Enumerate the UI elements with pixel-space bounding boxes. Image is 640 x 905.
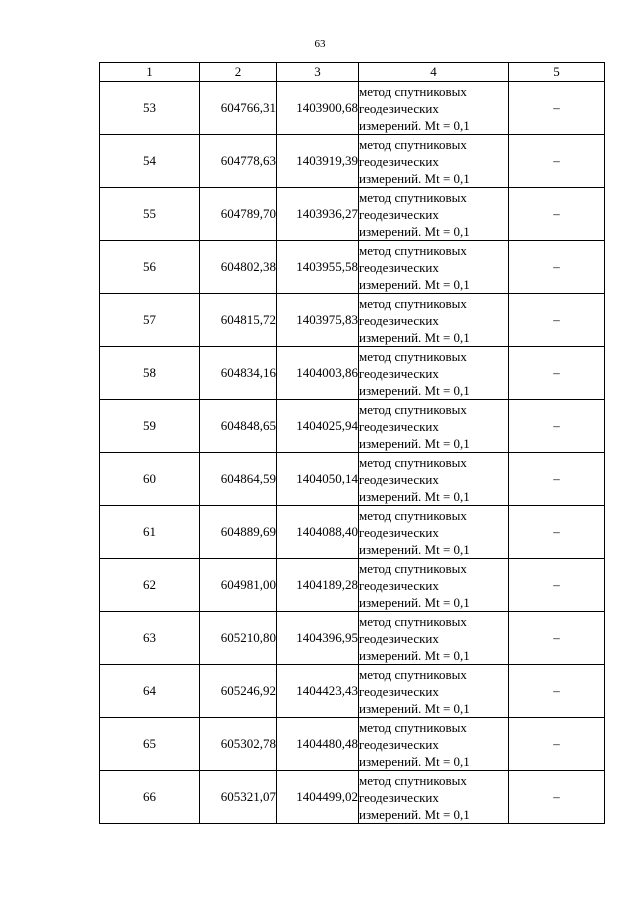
point-number: 64 <box>100 665 200 718</box>
method-line: геодезических <box>359 259 439 275</box>
method-line: измерений. Mt = 0,1 <box>359 647 470 663</box>
table-row <box>100 294 605 347</box>
description-cell: – <box>509 665 605 718</box>
coordinate-y: 1404025,94 <box>277 400 359 453</box>
coordinate-y: 1403936,27 <box>277 188 359 241</box>
method-line: измерений. Mt = 0,1 <box>359 329 470 345</box>
coordinate-x: 604834,16 <box>200 347 277 400</box>
coordinate-x: 605210,80 <box>200 612 277 665</box>
coordinate-y: 1404088,40 <box>277 506 359 559</box>
point-number: 66 <box>100 771 200 824</box>
description-cell: – <box>509 559 605 612</box>
coordinate-x: 605321,07 <box>200 771 277 824</box>
point-number: 56 <box>100 241 200 294</box>
measurement-method <box>359 347 509 400</box>
point-number: 63 <box>100 612 200 665</box>
method-line: измерений. Mt = 0,1 <box>359 594 470 610</box>
method-line: метод спутниковых <box>359 295 467 311</box>
description-cell: – <box>509 82 605 135</box>
point-number: 57 <box>100 294 200 347</box>
coordinate-x: 604889,69 <box>200 506 277 559</box>
method-line: метод спутниковых <box>359 613 467 629</box>
table-row <box>100 718 605 771</box>
table-row <box>100 241 605 294</box>
point-number: 59 <box>100 400 200 453</box>
method-line: геодезических <box>359 418 439 434</box>
method-line: измерений. Mt = 0,1 <box>359 382 470 398</box>
description-cell: – <box>509 718 605 771</box>
method-line: метод спутниковых <box>359 772 467 788</box>
coordinate-x: 604848,65 <box>200 400 277 453</box>
coordinate-y: 1404003,86 <box>277 347 359 400</box>
method-line: измерений. Mt = 0,1 <box>359 753 470 769</box>
method-line: геодезических <box>359 471 439 487</box>
method-line: метод спутниковых <box>359 666 467 682</box>
table-row <box>100 135 605 188</box>
table-body <box>100 82 605 824</box>
coordinate-y: 1403955,58 <box>277 241 359 294</box>
page-number: 63 <box>314 38 326 50</box>
coordinate-y: 1404480,48 <box>277 718 359 771</box>
table-header <box>100 63 605 82</box>
header-col-2: 2 <box>200 63 277 82</box>
point-number: 61 <box>100 506 200 559</box>
coordinate-x: 604778,63 <box>200 135 277 188</box>
description-cell: – <box>509 347 605 400</box>
measurement-method <box>359 241 509 294</box>
method-line: измерений. Mt = 0,1 <box>359 488 470 504</box>
point-number: 55 <box>100 188 200 241</box>
coordinate-y: 1403900,68 <box>277 82 359 135</box>
coordinate-y: 1404050,14 <box>277 453 359 506</box>
point-number: 58 <box>100 347 200 400</box>
method-line: геодезических <box>359 365 439 381</box>
method-line: метод спутниковых <box>359 507 467 523</box>
header-col-4: 4 <box>359 63 509 82</box>
table-row <box>100 400 605 453</box>
coordinate-x: 605246,92 <box>200 665 277 718</box>
measurement-method <box>359 82 509 135</box>
method-line: измерений. Mt = 0,1 <box>359 700 470 716</box>
table-row <box>100 771 605 824</box>
method-line: измерений. Mt = 0,1 <box>359 435 470 451</box>
coordinate-y: 1403975,83 <box>277 294 359 347</box>
coordinate-x: 604981,00 <box>200 559 277 612</box>
coordinate-x: 604815,72 <box>200 294 277 347</box>
coordinate-y: 1404423,43 <box>277 665 359 718</box>
method-line: геодезических <box>359 312 439 328</box>
table-row <box>100 559 605 612</box>
description-cell: – <box>509 294 605 347</box>
table-row <box>100 82 605 135</box>
coordinate-y: 1404189,28 <box>277 559 359 612</box>
description-cell: – <box>509 453 605 506</box>
method-line: измерений. Mt = 0,1 <box>359 117 470 133</box>
method-line: метод спутниковых <box>359 242 467 258</box>
measurement-method <box>359 771 509 824</box>
header-col-1: 1 <box>100 63 200 82</box>
point-number: 65 <box>100 718 200 771</box>
table-row <box>100 347 605 400</box>
coordinate-x: 605302,78 <box>200 718 277 771</box>
description-cell: – <box>509 241 605 294</box>
method-line: измерений. Mt = 0,1 <box>359 276 470 292</box>
method-line: геодезических <box>359 577 439 593</box>
description-cell: – <box>509 612 605 665</box>
method-line: геодезических <box>359 683 439 699</box>
table-row <box>100 665 605 718</box>
measurement-method <box>359 294 509 347</box>
measurement-method <box>359 188 509 241</box>
point-number: 62 <box>100 559 200 612</box>
method-line: измерений. Mt = 0,1 <box>359 541 470 557</box>
method-line: метод спутниковых <box>359 348 467 364</box>
measurement-method <box>359 506 509 559</box>
table-row <box>100 453 605 506</box>
coordinate-x: 604802,38 <box>200 241 277 294</box>
table-row <box>100 506 605 559</box>
method-line: геодезических <box>359 789 439 805</box>
description-cell: – <box>509 400 605 453</box>
header-row <box>100 63 605 82</box>
method-line: метод спутниковых <box>359 719 467 735</box>
table-row <box>100 188 605 241</box>
method-line: метод спутниковых <box>359 189 467 205</box>
coordinate-y: 1404396,95 <box>277 612 359 665</box>
method-line: метод спутниковых <box>359 83 467 99</box>
description-cell: – <box>509 135 605 188</box>
method-line: метод спутниковых <box>359 454 467 470</box>
method-line: метод спутниковых <box>359 136 467 152</box>
description-cell: – <box>509 188 605 241</box>
measurement-method <box>359 612 509 665</box>
table-row <box>100 612 605 665</box>
coordinate-y: 1403919,39 <box>277 135 359 188</box>
point-number: 60 <box>100 453 200 506</box>
coordinate-y: 1404499,02 <box>277 771 359 824</box>
coordinates-table <box>99 62 605 824</box>
method-line: геодезических <box>359 630 439 646</box>
coordinate-x: 604864,59 <box>200 453 277 506</box>
point-number: 54 <box>100 135 200 188</box>
description-cell: – <box>509 506 605 559</box>
method-line: метод спутниковых <box>359 401 467 417</box>
method-line: метод спутниковых <box>359 560 467 576</box>
method-line: геодезических <box>359 153 439 169</box>
method-line: геодезических <box>359 736 439 752</box>
measurement-method <box>359 718 509 771</box>
measurement-method <box>359 400 509 453</box>
measurement-method <box>359 453 509 506</box>
header-col-3: 3 <box>277 63 359 82</box>
measurement-method <box>359 135 509 188</box>
method-line: геодезических <box>359 100 439 116</box>
method-line: геодезических <box>359 206 439 222</box>
point-number: 53 <box>100 82 200 135</box>
method-line: измерений. Mt = 0,1 <box>359 806 470 822</box>
method-line: измерений. Mt = 0,1 <box>359 170 470 186</box>
method-line: геодезических <box>359 524 439 540</box>
measurement-method <box>359 559 509 612</box>
coordinate-x: 604766,31 <box>200 82 277 135</box>
header-col-5: 5 <box>509 63 605 82</box>
description-cell: – <box>509 771 605 824</box>
coordinate-x: 604789,70 <box>200 188 277 241</box>
method-line: измерений. Mt = 0,1 <box>359 223 470 239</box>
measurement-method <box>359 665 509 718</box>
